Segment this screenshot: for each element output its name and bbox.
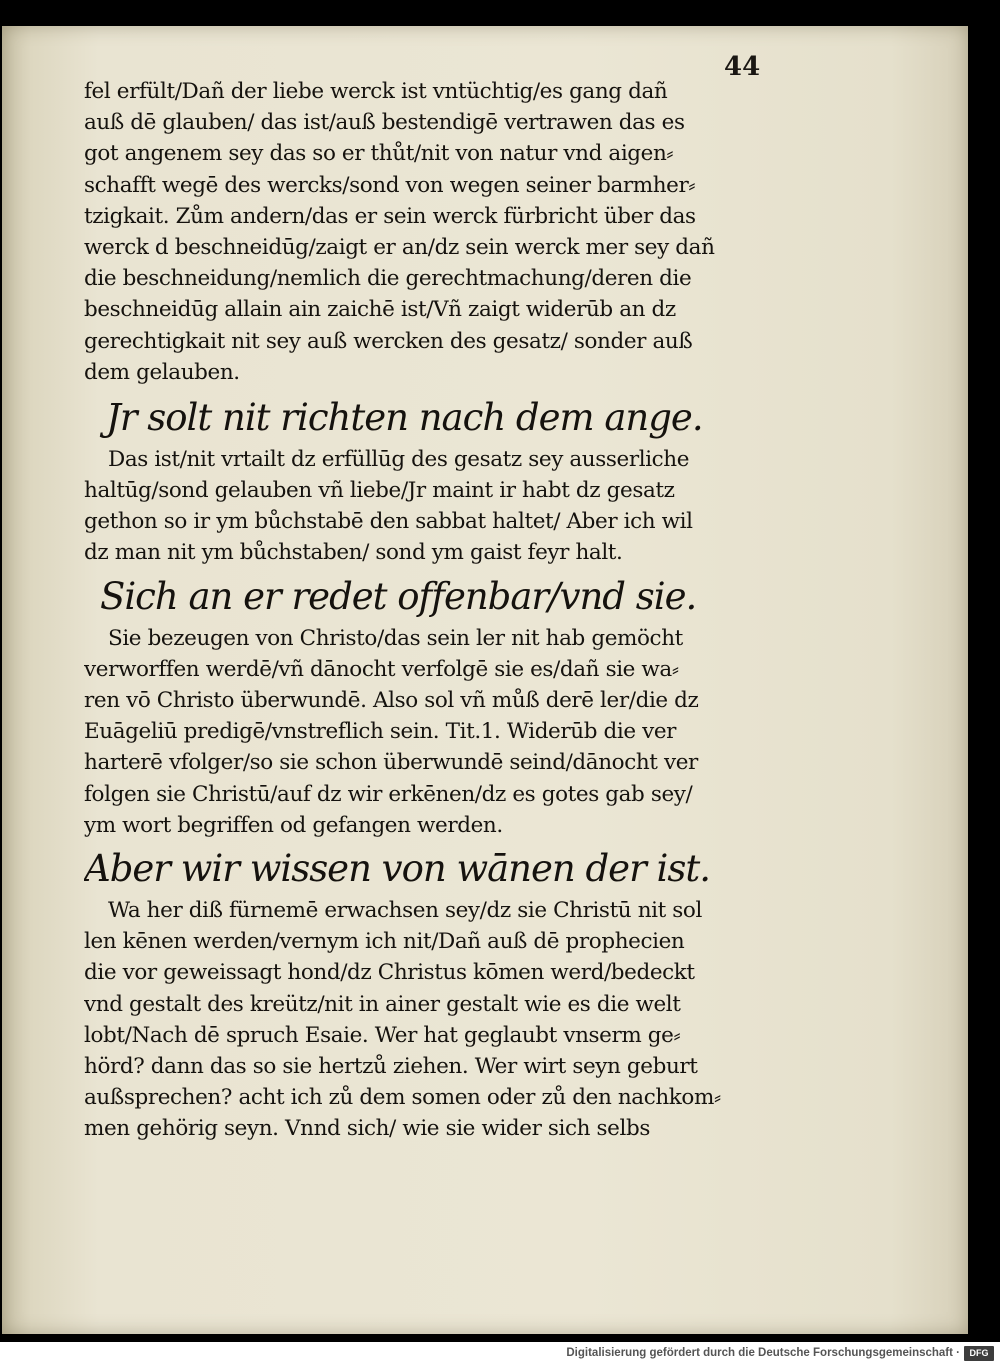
text-line: tzigkait. Zům andern/das er sein werck fürbricht über das xyxy=(84,203,696,229)
text-line: außsprechen? acht ich zů dem somen oder zů den nachkom⸗ xyxy=(84,1085,721,1111)
funding-notice: Digitalisierung gefördert durch die Deutsche Forschungsgemeinschaft · xyxy=(566,1347,960,1359)
text-line: Euāgeliū predigē/vnstreflich sein. Tit.1. Widerūb die ver xyxy=(84,719,677,745)
text-line: harterē vfolger/so sie schon überwundē seind/dānocht ver xyxy=(84,750,698,776)
paragraph-3 xyxy=(84,623,764,841)
text-line: dz man nit ym bůchstaben/ sond ym gaist feyr halt. xyxy=(84,540,623,566)
text-line: len kēnen werden/vernym ich nit/Dañ auß dē prophecien xyxy=(84,929,685,955)
text-line: hörd? dann das so sie hertzů ziehen. Wer wirt seyn geburt xyxy=(84,1053,698,1079)
text-line: got angenem sey das so er thůt/nit von natur vnd aigen⸗ xyxy=(84,141,674,167)
text-line: ym wort begriffen od gefangen werden. xyxy=(84,812,503,838)
page-number: 44 xyxy=(724,52,761,82)
text-line: werck d beschneidūg/zaigt er an/dz sein werck mer sey dañ xyxy=(84,234,715,260)
paragraph-1 xyxy=(84,76,764,388)
text-line: die beschneidung/nemlich die gerechtmachung/deren die xyxy=(84,266,692,292)
dfg-logo: DFG xyxy=(964,1346,994,1361)
section-heading-2: Sich an er redet offenbar/vnd sie. xyxy=(100,574,697,618)
text-line: gerechtigkait nit sey auß wercken des gesatz/ sonder auß xyxy=(84,328,693,354)
text-line: Das ist/nit vrtailt dz erfüllūg des gesatz sey ausserliche xyxy=(108,446,690,472)
text-line: lobt/Nach dē spruch Esaie. Wer hat geglaubt vnserm ge⸗ xyxy=(84,1022,681,1048)
text-line: vnd gestalt des kreütz/nit in ainer gestalt wie es die welt xyxy=(84,991,681,1017)
paragraph-2 xyxy=(84,444,764,569)
text-line: die vor geweissagt hond/dz Christus kōmen werd/bedeckt xyxy=(84,960,695,986)
text-line: verworffen werdē/vñ dānocht verfolgē sie es/dañ sie wa⸗ xyxy=(84,656,679,682)
page-text xyxy=(84,76,764,1144)
book-page xyxy=(2,26,968,1334)
footer-bar xyxy=(0,1342,1000,1367)
text-line: men gehörig seyn. Vnnd sich/ wie sie wider sich selbs xyxy=(84,1116,650,1142)
text-line: dem gelauben. xyxy=(84,359,240,385)
text-line: fel erfült/Dañ der liebe werck ist vntüchtig/es gang dañ xyxy=(84,79,668,104)
text-line: schafft wegē des wercks/sond von wegen seiner barmher⸗ xyxy=(84,172,696,198)
text-line: auß dē glauben/ das ist/auß bestendigē vertrawen das es xyxy=(84,110,685,136)
text-line: ren vō Christo überwundē. Also sol vñ můß derē ler/die dz xyxy=(84,688,699,713)
text-line: Sie bezeugen von Christo/das sein ler nit hab gemöcht xyxy=(108,625,683,651)
section-heading-3: Aber wir wissen von wānen der ist. xyxy=(84,846,710,890)
text-line: beschneidūg allain ain zaichē ist/Vñ zaigt widerūb an dz xyxy=(84,297,676,323)
paragraph-4 xyxy=(84,895,764,1145)
text-line: haltūg/sond gelauben vñ liebe/Jr maint ir habt dz gesatz xyxy=(84,478,675,504)
section-heading-1: Jr solt nit richten nach dem ange. xyxy=(106,395,703,439)
text-line: gethon so ir ym bůchstabē den sabbat haltet/ Aber ich wil xyxy=(84,509,693,535)
text-line: Wa her diß fürnemē erwachsen sey/dz sie Christū nit sol xyxy=(108,897,702,923)
text-line: folgen sie Christū/auf dz wir erkēnen/dz es gotes gab sey/ xyxy=(84,781,693,807)
